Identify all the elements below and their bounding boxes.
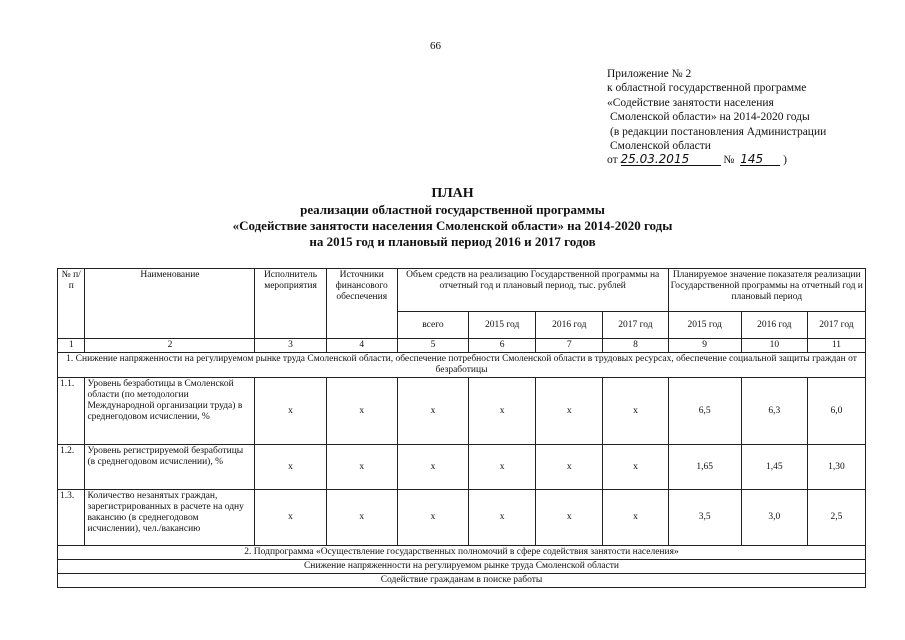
row-2016: х xyxy=(536,378,603,445)
row-total: х xyxy=(397,490,468,546)
section-1-title: 1. Снижение напряженности на регулируемом рынке труда Смоленской области, обеспечение потребности Смоленской области в трудовых ресурсах, обеспечение социальной защиты граждан от безработицы xyxy=(58,353,866,378)
header-2016: 2016 год xyxy=(536,312,603,339)
appendix-line: к областной государственной программе xyxy=(607,82,807,95)
table-row xyxy=(58,445,866,490)
section-2-task: Содействие гражданам в поиске работы xyxy=(58,574,866,588)
section-2-title: 2. Подпрограмма «Осуществление государственных полномочий в сфере содействия занятости населения» xyxy=(58,546,866,560)
number-prefix: № xyxy=(723,154,735,167)
row-ind-2015: 3,5 xyxy=(668,490,741,546)
column-number: 11 xyxy=(807,339,865,353)
title-main: ПЛАН xyxy=(431,186,474,201)
row-name: Уровень безработицы в Смоленской области (по методологии Международной организации труда) в среднегодовом исчислении, % xyxy=(85,378,255,445)
header-row xyxy=(58,269,866,312)
page-number: 66 xyxy=(430,40,441,52)
column-number: 2 xyxy=(85,339,255,353)
header-num: № п/п xyxy=(58,269,85,339)
header-name: Наименование xyxy=(85,269,255,339)
row-executor: х xyxy=(255,490,326,546)
header-executor: Исполнитель мероприятия xyxy=(255,269,326,339)
row-2015: х xyxy=(469,445,536,490)
row-ind-2017: 6,0 xyxy=(807,378,865,445)
table-row xyxy=(58,490,866,546)
row-executor: х xyxy=(255,378,326,445)
row-2016: х xyxy=(536,445,603,490)
row-ind-2016: 3,0 xyxy=(741,490,807,546)
section-row xyxy=(58,560,866,574)
row-num: 1.1. xyxy=(58,378,85,445)
row-ind-2015: 6,5 xyxy=(668,378,741,445)
row-2017: х xyxy=(603,378,668,445)
column-number: 3 xyxy=(255,339,326,353)
column-number: 10 xyxy=(741,339,807,353)
row-2016: х xyxy=(536,490,603,546)
row-ind-2016: 1,45 xyxy=(741,445,807,490)
handwritten-number: 145 xyxy=(740,153,780,166)
plan-table xyxy=(57,268,866,588)
row-2015: х xyxy=(469,490,536,546)
row-total: х xyxy=(397,445,468,490)
row-2015: х xyxy=(469,378,536,445)
appendix-line: Смоленской области» на 2014-2020 годы xyxy=(610,111,810,124)
row-sources: х xyxy=(326,378,397,445)
document-title xyxy=(0,186,905,250)
title-line: «Содействие занятости населения Смоленской области» на 2014-2020 годы xyxy=(232,218,673,233)
header-2015: 2015 год xyxy=(469,312,536,339)
row-sources: х xyxy=(326,445,397,490)
row-2017: х xyxy=(603,445,668,490)
column-number: 9 xyxy=(668,339,741,353)
header-2017: 2017 год xyxy=(603,312,668,339)
column-number: 4 xyxy=(326,339,397,353)
column-number: 8 xyxy=(603,339,668,353)
row-num: 1.2. xyxy=(58,445,85,490)
row-ind-2017: 1,30 xyxy=(807,445,865,490)
row-ind-2016: 6,3 xyxy=(741,378,807,445)
title-line: реализации областной государственной программы xyxy=(300,202,605,217)
column-number-row xyxy=(58,339,866,353)
date-prefix: от xyxy=(607,154,618,167)
table-row xyxy=(58,378,866,445)
header-ind-2016: 2016 год xyxy=(741,312,807,339)
column-number: 7 xyxy=(536,339,603,353)
header-ind-2015: 2015 год xyxy=(668,312,741,339)
closing-paren: ) xyxy=(783,154,787,167)
row-sources: х xyxy=(326,490,397,546)
row-name: Уровень регистрируемой безработицы (в среднегодовом исчислении), % xyxy=(85,445,255,490)
row-executor: х xyxy=(255,445,326,490)
section-2-goal: Снижение напряженности на регулируемом рынке труда Смоленской области xyxy=(58,560,866,574)
appendix-line: Смоленской области xyxy=(610,140,711,153)
row-2017: х xyxy=(603,490,668,546)
handwritten-date: 25.03.2015 xyxy=(621,153,721,166)
column-number: 5 xyxy=(397,339,468,353)
appendix-date-line xyxy=(607,153,897,167)
column-number: 1 xyxy=(58,339,85,353)
row-num: 1.3. xyxy=(58,490,85,546)
appendix-line: Приложение № 2 xyxy=(607,68,692,80)
header-indicator: Планируемое значение показателя реализации Государственной программы на отчетный год и плановый период xyxy=(668,269,865,312)
section-row xyxy=(58,353,866,378)
section-row xyxy=(58,574,866,588)
header-funds: Объем средств на реализацию Государственной программы на отчетный год и плановый период, тыс. рублей xyxy=(397,269,668,312)
row-ind-2015: 1,65 xyxy=(668,445,741,490)
section-row xyxy=(58,546,866,560)
row-total: х xyxy=(397,378,468,445)
title-line: на 2015 год и плановый период 2016 и 2017 годов xyxy=(309,234,596,249)
row-name: Количество незанятых граждан, зарегистрированных в расчете на одну вакансию (в среднегодовом исчислении), чел./вакансию xyxy=(85,490,255,546)
column-number: 6 xyxy=(469,339,536,353)
appendix-line: «Содействие занятости населения xyxy=(607,96,774,109)
header-ind-2017: 2017 год xyxy=(807,312,865,339)
row-ind-2017: 2,5 xyxy=(807,490,865,546)
appendix-note xyxy=(607,67,897,168)
appendix-line: (в редакции постановления Администрации xyxy=(610,125,827,138)
header-total: всего xyxy=(397,312,468,339)
header-sources: Источники финансового обеспечения xyxy=(326,269,397,339)
